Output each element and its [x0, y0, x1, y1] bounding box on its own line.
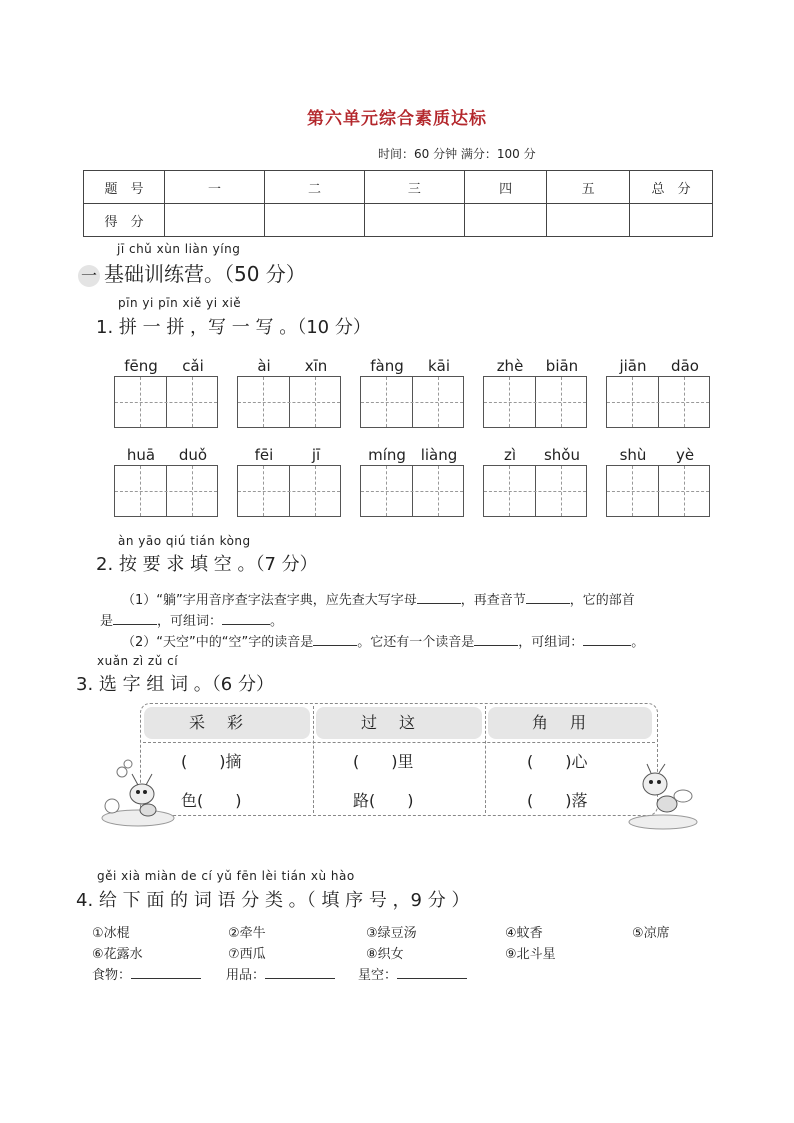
- grid-pinyin: cǎi: [182, 357, 204, 375]
- grid-guide-line: [361, 402, 463, 403]
- score-table-score-row: [84, 204, 713, 237]
- answer-blank[interactable]: [313, 645, 357, 646]
- q2-text: 。: [270, 614, 284, 629]
- q1-title: 1. 拼 一 拼 ，写 一 写 。（10 分）: [96, 317, 371, 338]
- q2-text: ，可组词：: [518, 635, 584, 650]
- grid-pinyin: fēi: [254, 446, 274, 464]
- choice-header: 过这: [316, 707, 482, 739]
- grid-pinyin: míng: [368, 446, 406, 464]
- q2-text: ，可组词：: [157, 614, 223, 629]
- grid-pinyin: dāo: [671, 357, 699, 375]
- column-divider: [313, 706, 314, 813]
- option-item: ①冰棍: [92, 926, 130, 941]
- q2-text: ，再查音节: [460, 593, 526, 608]
- answer-blank[interactable]: [526, 603, 570, 604]
- writing-grid-box[interactable]: [483, 446, 587, 517]
- q4-pinyin: gěi xià miàn de cí yǔ fēn lèi tián xù hào: [97, 869, 355, 883]
- choice-header: 采彩: [144, 707, 310, 739]
- q2-part1-line1: [122, 589, 635, 608]
- grid-guide-line: [484, 491, 586, 492]
- writing-grid-box[interactable]: [114, 446, 218, 517]
- q4-title: 4. 给 下 面 的 词 语 分 类 。（ 填 序 号 ，9 分 ）: [76, 890, 470, 911]
- answer-blank[interactable]: [474, 645, 518, 646]
- word-fill-cell[interactable]: ( )里: [353, 752, 414, 771]
- category-label: 星空：: [358, 968, 398, 983]
- option-item: ⑥花露水: [92, 947, 143, 962]
- score-table: [83, 170, 713, 237]
- option-item: ④蚊香: [505, 926, 543, 941]
- word-fill-cell[interactable]: 路( ): [353, 791, 414, 810]
- column-divider: [485, 706, 486, 813]
- grid-pinyin: jiān: [619, 357, 647, 375]
- q2-title: 2. 按 要 求 填 空 。（7 分）: [96, 554, 318, 575]
- q2-text: 。: [631, 635, 645, 650]
- grid-guide-line: [115, 402, 217, 403]
- header-cell: 一: [165, 171, 265, 204]
- score-label-cell: 得 分: [84, 204, 165, 237]
- option-item: ⑧织女: [366, 947, 404, 962]
- writing-grid-box[interactable]: [606, 446, 710, 517]
- option-item: ⑨北斗星: [505, 947, 556, 962]
- word-fill-cell[interactable]: ( )心: [527, 752, 588, 771]
- option-item: ②牵牛: [228, 926, 266, 941]
- category-label: 食物：: [92, 968, 132, 983]
- q3-pinyin: xuǎn zì zǔ cí: [97, 654, 179, 668]
- q2-text: ，它的部首: [569, 593, 635, 608]
- grid-guide-line: [238, 402, 340, 403]
- option-item: ⑦西瓜: [228, 947, 266, 962]
- section1-title: 基础训练营。（50 分）: [104, 262, 306, 286]
- header-cell: 总 分: [629, 171, 712, 204]
- q2-text: 。它还有一个读音是: [357, 635, 475, 650]
- word-fill-cell[interactable]: ( )摘: [181, 752, 242, 771]
- page-title: 第六单元综合素质达标: [307, 109, 487, 129]
- score-table-header-row: [84, 171, 713, 204]
- option-item: ⑤凉席: [632, 926, 670, 941]
- grid-pinyin: ài: [257, 357, 271, 375]
- answer-blank[interactable]: [417, 603, 461, 604]
- q2-pinyin: àn yāo qiú tián kòng: [118, 534, 251, 548]
- score-cell[interactable]: [547, 204, 630, 237]
- option-item: ③绿豆汤: [366, 926, 417, 941]
- grid-guide-line: [238, 491, 340, 492]
- grid-pinyin: biān: [545, 357, 579, 375]
- word-fill-cell[interactable]: ( )落: [527, 791, 588, 810]
- answer-blank[interactable]: [265, 978, 335, 979]
- answer-blank[interactable]: [222, 624, 270, 625]
- grid-pinyin: zhè: [496, 357, 524, 375]
- category-label: 用品：: [226, 968, 266, 983]
- category-food: [92, 964, 201, 983]
- ant-cartoon-right-icon: [625, 760, 699, 830]
- word-choice-table: [140, 703, 658, 816]
- writing-grid-box[interactable]: [360, 357, 464, 428]
- grid-guide-line: [607, 402, 709, 403]
- grid-guide-line: [361, 491, 463, 492]
- grid-pinyin: shǒu: [543, 446, 580, 464]
- q2-part2: [122, 631, 644, 650]
- header-cell: 二: [265, 171, 365, 204]
- header-cell: 三: [364, 171, 464, 204]
- writing-grid-box[interactable]: [606, 357, 710, 428]
- grid-pinyin: jī: [311, 446, 321, 464]
- score-cell[interactable]: [165, 204, 265, 237]
- writing-grid-box[interactable]: [237, 446, 341, 517]
- choice-header: 角用: [488, 707, 652, 739]
- ant-cartoon-left-icon: [98, 752, 178, 828]
- grid-pinyin: fàng: [370, 357, 404, 375]
- score-cell[interactable]: [364, 204, 464, 237]
- score-cell[interactable]: [265, 204, 365, 237]
- row-divider: [143, 742, 655, 743]
- header-cell: 四: [464, 171, 547, 204]
- grid-guide-line: [607, 491, 709, 492]
- q2-text: （1）“躺”字用音序查字法查字典，应先查大写字母: [122, 593, 417, 608]
- category-sky: [358, 964, 467, 983]
- q2-part1-line2: [100, 610, 283, 629]
- grid-pinyin: duǒ: [178, 446, 208, 464]
- grid-guide-line: [115, 491, 217, 492]
- grid-pinyin: fēng: [124, 357, 158, 375]
- section-number-badge: 一: [78, 265, 100, 287]
- answer-blank[interactable]: [583, 645, 631, 646]
- grid-pinyin: liàng: [420, 446, 458, 464]
- writing-grid-box[interactable]: [114, 357, 218, 428]
- answer-blank[interactable]: [131, 978, 201, 979]
- grid-pinyin: shù: [619, 446, 647, 464]
- word-fill-cell[interactable]: 色( ): [181, 791, 242, 810]
- grid-pinyin: zì: [503, 446, 517, 464]
- grid-guide-line: [484, 402, 586, 403]
- writing-grid-box[interactable]: [360, 446, 464, 517]
- grid-pinyin: kāi: [427, 357, 451, 375]
- writing-grid-box[interactable]: [237, 357, 341, 428]
- grid-pinyin: xīn: [304, 357, 328, 375]
- section1-pinyin: jī chǔ xùn liàn yíng: [117, 242, 241, 256]
- header-cell: 五: [547, 171, 630, 204]
- answer-blank[interactable]: [113, 624, 157, 625]
- q2-text: 是: [100, 614, 114, 629]
- time-score-info: 时间：60 分钟 满分：100 分: [378, 147, 536, 161]
- grid-pinyin: yè: [675, 446, 695, 464]
- q1-pinyin: pīn yi pīn xiě yi xiě: [118, 296, 242, 310]
- answer-blank[interactable]: [397, 978, 467, 979]
- q3-title: 3. 选 字 组 词 。（6 分）: [76, 674, 274, 695]
- section1-heading: [78, 258, 306, 287]
- score-cell[interactable]: [629, 204, 712, 237]
- category-goods: [226, 964, 335, 983]
- score-cell[interactable]: [464, 204, 547, 237]
- writing-grid-box[interactable]: [483, 357, 587, 428]
- grid-pinyin: huā: [126, 446, 156, 464]
- q2-text: （2）“天空”中的“空”字的读音是: [122, 635, 314, 650]
- header-cell: 题 号: [84, 171, 165, 204]
